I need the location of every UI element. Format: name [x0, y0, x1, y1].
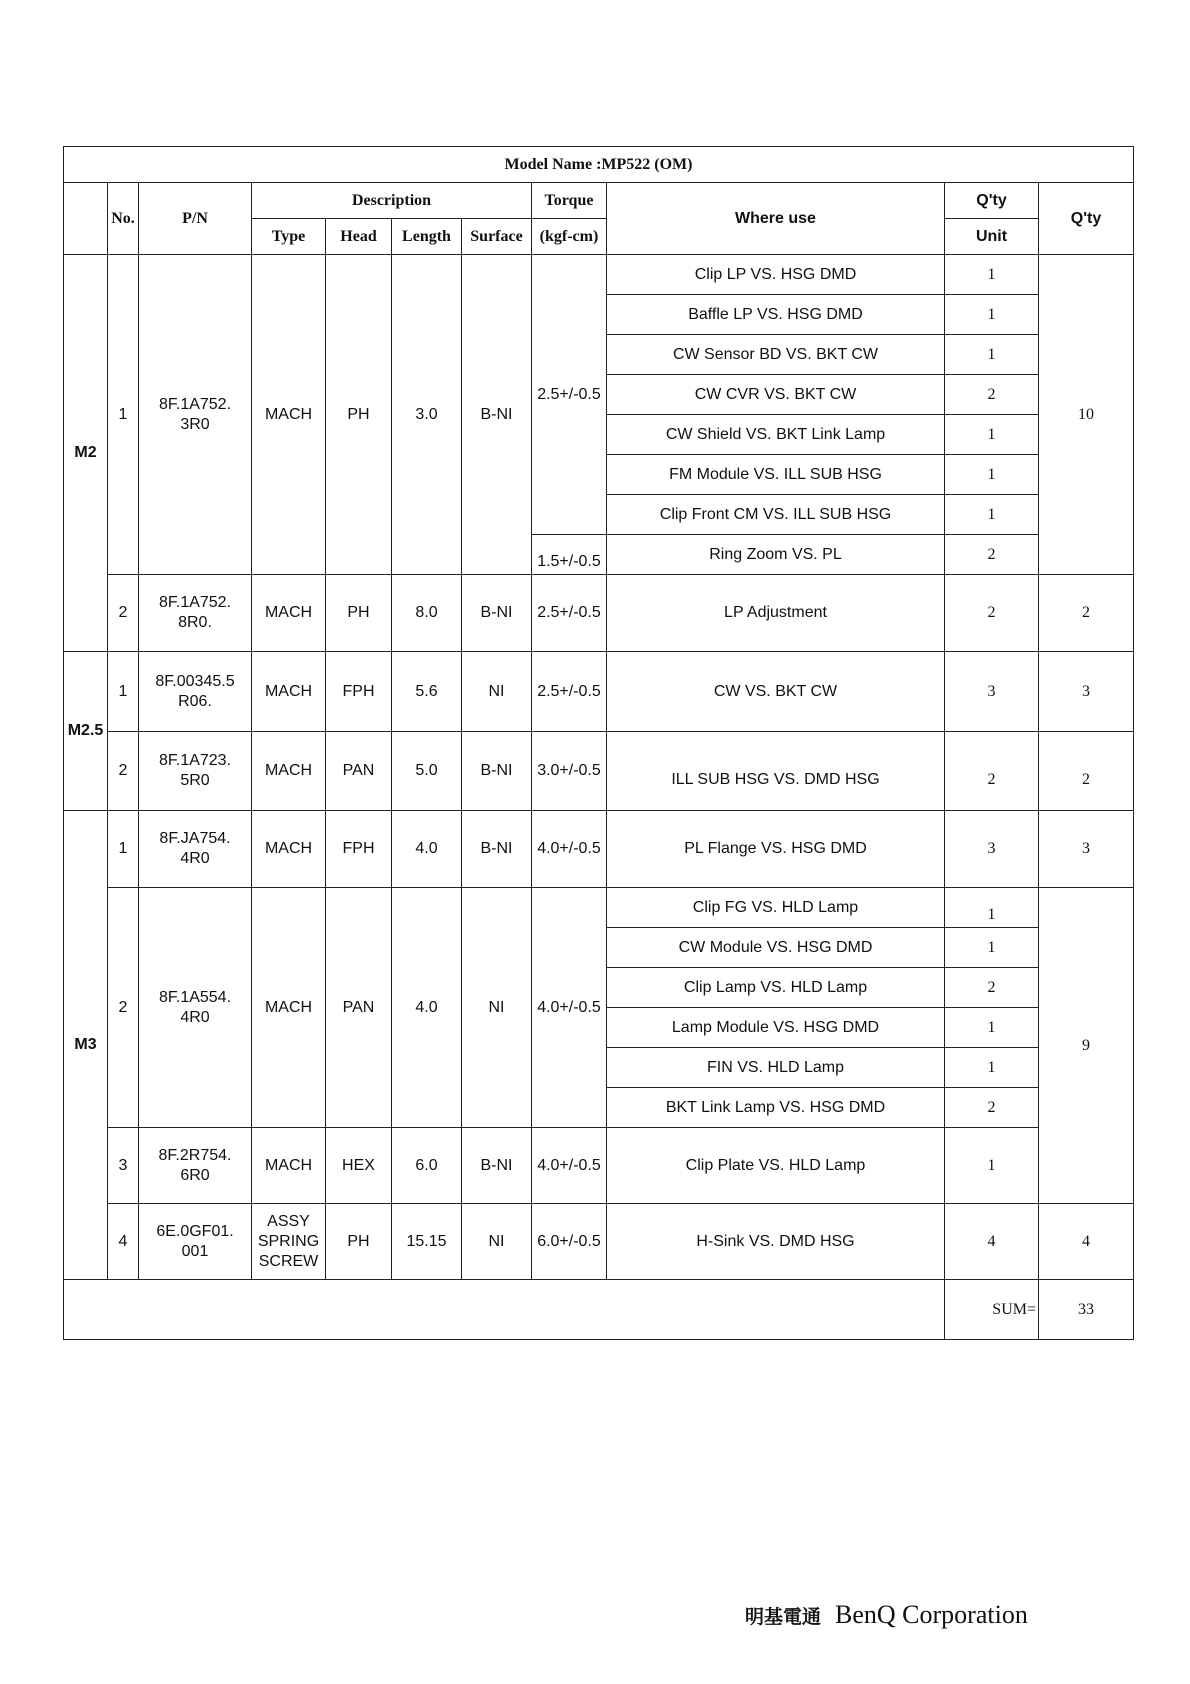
part-surface: B-NI [462, 255, 532, 575]
company-name-chinese: 明基電通 [745, 1606, 822, 1628]
unit-qty: 1 [945, 928, 1039, 968]
where-use: Clip Front CM VS. ILL SUB HSG [607, 495, 945, 535]
header-qty-unit-bottom: Unit [945, 219, 1039, 255]
part-number: 8F.1A752. 8R0. [139, 575, 252, 652]
where-use: CW CVR VS. BKT CW [607, 375, 945, 415]
unit-qty: 2 [945, 575, 1039, 652]
part-type: MACH [252, 1128, 326, 1204]
part-surface: B-NI [462, 811, 532, 888]
part-type: MACH [252, 652, 326, 732]
where-use: Clip Lamp VS. HLD Lamp [607, 968, 945, 1008]
part-torque: 4.0+/-0.5 [532, 1128, 607, 1204]
part-length: 4.0 [392, 888, 462, 1128]
part-length: 5.6 [392, 652, 462, 732]
part-no: 2 [108, 732, 139, 811]
unit-qty: 4 [945, 1204, 1039, 1280]
part-torque: 2.5+/-0.5 [532, 255, 607, 535]
unit-qty: 1 [945, 255, 1039, 295]
header-qty-unit-top: Q'ty [945, 183, 1039, 219]
group-m3: M3 [64, 811, 108, 1280]
part-length: 4.0 [392, 811, 462, 888]
part-no: 1 [108, 811, 139, 888]
part-head: PH [326, 1204, 392, 1280]
total-qty: 3 [1039, 811, 1134, 888]
part-length: 5.0 [392, 732, 462, 811]
part-number: 8F.00345.5 R06. [139, 652, 252, 732]
part-length: 15.15 [392, 1204, 462, 1280]
total-qty: 2 [1039, 575, 1134, 652]
header-description: Description [252, 183, 532, 219]
part-head: PAN [326, 732, 392, 811]
header-blank [64, 183, 108, 255]
part-surface: B-NI [462, 575, 532, 652]
where-use: Clip FG VS. HLD Lamp [607, 888, 945, 928]
total-qty: 10 [1039, 255, 1134, 575]
unit-qty: 1 [945, 1128, 1039, 1204]
where-use: Ring Zoom VS. PL [607, 535, 945, 575]
header-type: Type [252, 219, 326, 255]
part-no: 2 [108, 888, 139, 1128]
part-number: 8F.1A752. 3R0 [139, 255, 252, 575]
part-number: 6E.0GF01. 001 [139, 1204, 252, 1280]
unit-qty: 1 [945, 415, 1039, 455]
unit-qty: 1 [945, 335, 1039, 375]
part-no: 1 [108, 255, 139, 575]
part-surface: NI [462, 888, 532, 1128]
part-torque: 6.0+/-0.5 [532, 1204, 607, 1280]
part-type: MACH [252, 888, 326, 1128]
where-use: FM Module VS. ILL SUB HSG [607, 455, 945, 495]
part-no: 1 [108, 652, 139, 732]
total-qty: 4 [1039, 1204, 1134, 1280]
unit-qty: 2 [945, 732, 1039, 811]
sum-blank [64, 1280, 945, 1340]
unit-qty: 2 [945, 968, 1039, 1008]
sum-value: 33 [1039, 1280, 1134, 1340]
part-no: 2 [108, 575, 139, 652]
where-use: CW VS. BKT CW [607, 652, 945, 732]
unit-qty: 2 [945, 1088, 1039, 1128]
unit-qty: 2 [945, 375, 1039, 415]
where-use: CW Module VS. HSG DMD [607, 928, 945, 968]
part-type: MACH [252, 255, 326, 575]
where-use: Lamp Module VS. HSG DMD [607, 1008, 945, 1048]
part-head: PH [326, 575, 392, 652]
part-type: MACH [252, 732, 326, 811]
company-footer [745, 1600, 1028, 1630]
screw-list-table [63, 146, 1134, 1340]
unit-qty: 1 [945, 295, 1039, 335]
where-use: Clip Plate VS. HLD Lamp [607, 1128, 945, 1204]
part-torque: 4.0+/-0.5 [532, 811, 607, 888]
header-torque-unit: (kgf-cm) [532, 219, 607, 255]
part-surface: NI [462, 652, 532, 732]
where-use: CW Shield VS. BKT Link Lamp [607, 415, 945, 455]
unit-qty: 1 [945, 455, 1039, 495]
header-where-use: Where use [607, 183, 945, 255]
unit-qty: 1 [945, 495, 1039, 535]
where-use: Clip LP VS. HSG DMD [607, 255, 945, 295]
part-surface: NI [462, 1204, 532, 1280]
part-number: 8F.JA754. 4R0 [139, 811, 252, 888]
where-use: LP Adjustment [607, 575, 945, 652]
model-name-title: Model Name :MP522 (OM) [64, 147, 1134, 183]
part-number: 8F.1A554. 4R0 [139, 888, 252, 1128]
total-qty: 9 [1039, 888, 1134, 1204]
where-use: BKT Link Lamp VS. HSG DMD [607, 1088, 945, 1128]
header-length: Length [392, 219, 462, 255]
group-m2-5: M2.5 [64, 652, 108, 811]
part-head: FPH [326, 652, 392, 732]
where-use: FIN VS. HLD Lamp [607, 1048, 945, 1088]
part-torque: 3.0+/-0.5 [532, 732, 607, 811]
part-number: 8F.1A723. 5R0 [139, 732, 252, 811]
header-no: No. [108, 183, 139, 255]
header-head: Head [326, 219, 392, 255]
part-no: 4 [108, 1204, 139, 1280]
where-use: CW Sensor BD VS. BKT CW [607, 335, 945, 375]
part-type: ASSY SPRING SCREW [252, 1204, 326, 1280]
unit-qty: 2 [945, 535, 1039, 575]
company-name-english: BenQ Corporation [835, 1600, 1028, 1629]
where-use: PL Flange VS. HSG DMD [607, 811, 945, 888]
part-surface: B-NI [462, 732, 532, 811]
header-surface: Surface [462, 219, 532, 255]
part-torque: 2.5+/-0.5 [532, 652, 607, 732]
part-head: FPH [326, 811, 392, 888]
total-qty: 3 [1039, 652, 1134, 732]
unit-qty: 3 [945, 811, 1039, 888]
where-use: H-Sink VS. DMD HSG [607, 1204, 945, 1280]
total-qty: 2 [1039, 732, 1134, 811]
part-torque: 1.5+/-0.5 [532, 535, 607, 575]
part-head: PAN [326, 888, 392, 1128]
unit-qty: 3 [945, 652, 1039, 732]
where-use: ILL SUB HSG VS. DMD HSG [607, 732, 945, 811]
header-pn: P/N [139, 183, 252, 255]
part-torque: 4.0+/-0.5 [532, 888, 607, 1128]
part-length: 3.0 [392, 255, 462, 575]
unit-qty: 1 [945, 1048, 1039, 1088]
where-use: Baffle LP VS. HSG DMD [607, 295, 945, 335]
part-length: 6.0 [392, 1128, 462, 1204]
sum-label: SUM= [945, 1280, 1039, 1340]
part-torque: 2.5+/-0.5 [532, 575, 607, 652]
group-m2: M2 [64, 255, 108, 652]
part-head: PH [326, 255, 392, 575]
unit-qty: 1 [945, 888, 1039, 928]
header-qty: Q'ty [1039, 183, 1134, 255]
part-type: MACH [252, 575, 326, 652]
part-type: MACH [252, 811, 326, 888]
part-surface: B-NI [462, 1128, 532, 1204]
part-no: 3 [108, 1128, 139, 1204]
part-head: HEX [326, 1128, 392, 1204]
unit-qty: 1 [945, 1008, 1039, 1048]
header-torque: Torque [532, 183, 607, 219]
part-length: 8.0 [392, 575, 462, 652]
part-number: 8F.2R754. 6R0 [139, 1128, 252, 1204]
